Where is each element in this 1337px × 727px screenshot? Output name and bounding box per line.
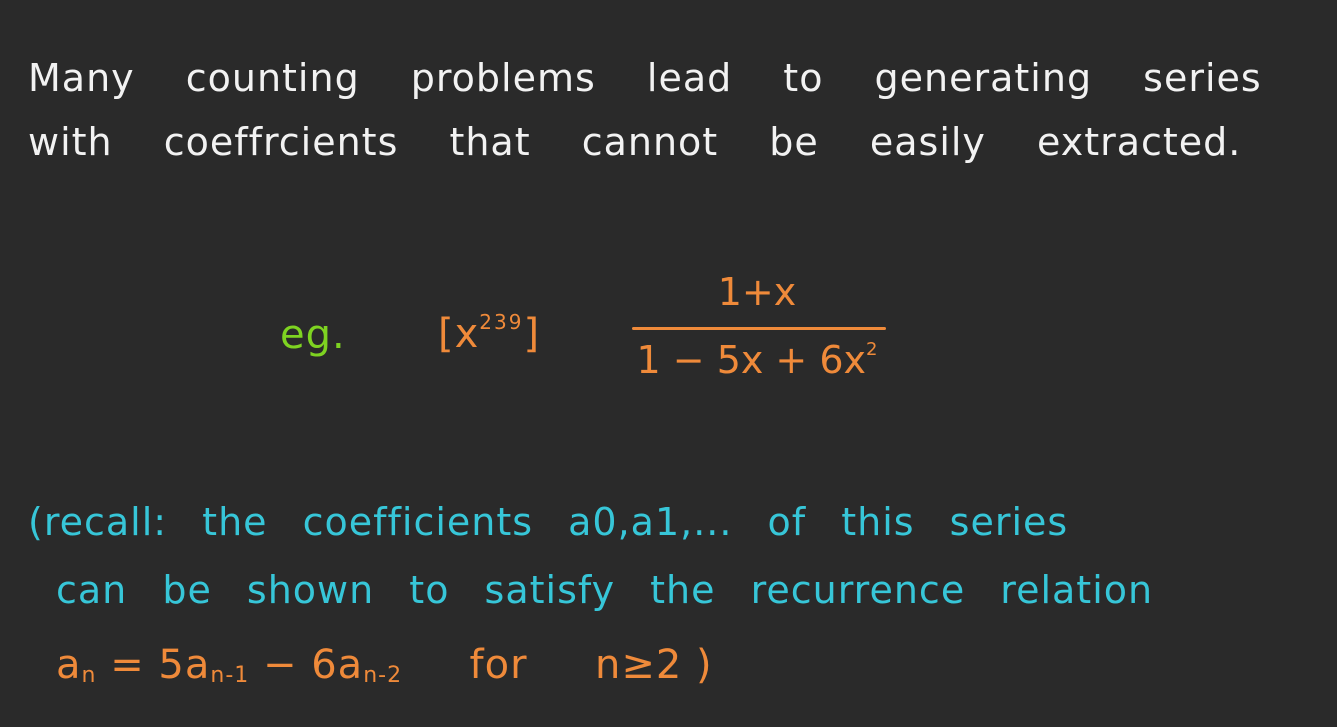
denominator-exponent: 2	[866, 339, 878, 360]
recall-line-2: can be shown to satisfy the recurrence relation	[56, 568, 1154, 612]
rec-term-2: 6a	[311, 642, 364, 688]
intro-line-1: Many counting problems lead to generating series	[28, 56, 1262, 100]
recurrence-relation	[56, 642, 713, 688]
rec-term-1: 5a	[158, 642, 211, 688]
example-label: eg.	[280, 312, 346, 358]
rec-lhs: a	[56, 642, 82, 688]
coef-close: ]	[523, 311, 541, 357]
rec-term-2-sub: n-2	[363, 663, 403, 688]
rec-minus: −	[263, 642, 298, 688]
rec-close-paren: )	[696, 642, 713, 688]
denominator-text: 1 − 5x + 6x	[636, 338, 867, 382]
coef-exponent: 239	[479, 310, 524, 334]
coef-open: [x	[438, 311, 480, 357]
rec-for: for	[469, 642, 528, 688]
fraction-numerator: 1+x	[717, 270, 797, 314]
rec-lhs-sub: n	[81, 663, 97, 688]
rec-term-1-sub: n-1	[210, 663, 250, 688]
fraction	[628, 270, 886, 400]
rec-condition: n≥2	[594, 642, 683, 688]
rec-equals: =	[110, 642, 145, 688]
intro-line-2: with coeffrcients that cannot be easily extracted.	[28, 120, 1242, 164]
fraction-denominator	[628, 338, 886, 382]
recall-line-1: (recall: the coefficients a0,a1,... of this series	[28, 500, 1069, 544]
coefficient-extractor	[438, 310, 540, 357]
fraction-bar	[632, 327, 886, 330]
